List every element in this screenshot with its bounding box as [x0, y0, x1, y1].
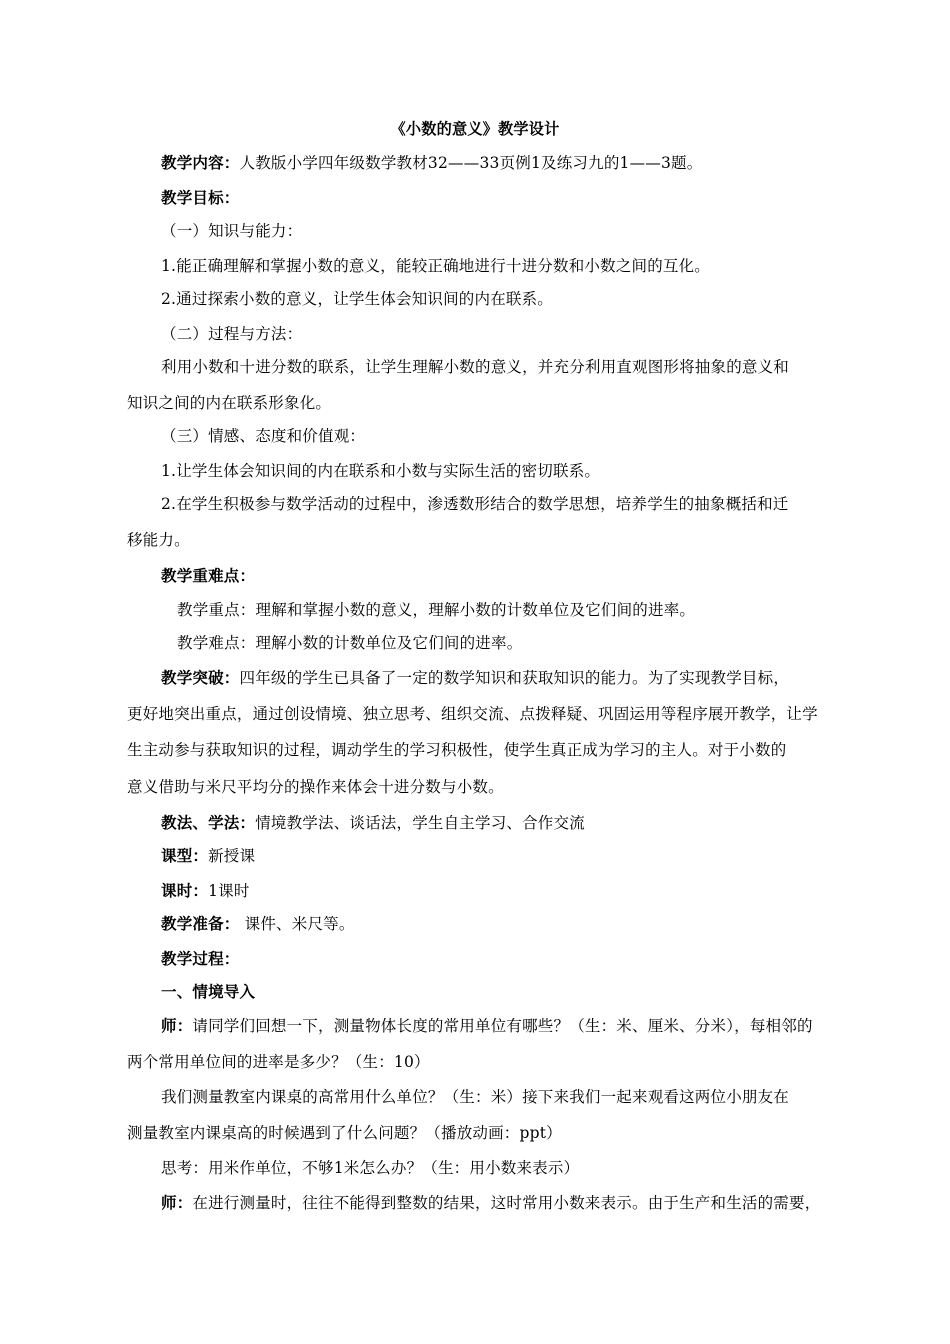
preparation [161, 914, 355, 934]
teaching-content-label: 教学内容： [161, 154, 240, 172]
paragraph-2-line-2: 测量教室内课桌高的时候遇到了什么问题？（播放动画：ppt） [127, 1124, 562, 1142]
process-label: 教学过程： [161, 950, 240, 968]
paragraph-1-line-2: 两个常用单位间的进率是多少？（生：10） [127, 1053, 430, 1071]
objective-2-text-line-2: 知识之间的内在联系形象化。 [127, 394, 332, 412]
lesson-type [161, 846, 255, 866]
methods [161, 813, 585, 833]
teaching-difficulty: 教学难点：理解小数的计数单位及它们间的进率。 [177, 634, 523, 652]
breakthrough-text-1: 四年级的学生已具备了一定的数学知识和获取知识的能力。为了实现教学目标， [239, 669, 790, 687]
breakthrough-line-3: 生主动参与获取知识的过程，调动学生的学习积极性，使学生真正成为学习的主人。对于小数的 [127, 741, 787, 759]
preparation-text: 课件、米尺等。 [239, 915, 355, 933]
lesson-type-text: 新授课 [208, 847, 256, 865]
objective-1-item-1: 1.能正确理解和掌握小数的意义，能较正确地进行十进分数和小数之间的互化。 [161, 257, 710, 275]
objective-3-item-2-line-1: 2.在学生积极参与数学活动的过程中，渗透数形结合的数学思想，培养学生的抽象概括和迁 [161, 495, 789, 513]
objective-3-item-1: 1.让学生体会知识间的内在联系和小数与实际生活的密切联系。 [161, 462, 601, 480]
teacher-label: 师： [161, 1017, 193, 1035]
objective-section-3-heading: （三）情感、态度和价值观： [161, 427, 366, 445]
teaching-content-text: 人教版小学四年级数学教材32——33页例1及练习九的1——3题。 [239, 154, 703, 172]
objective-section-2-heading: （二）过程与方法： [161, 325, 303, 343]
objective-2-text-line-1: 利用小数和十进分数的联系，让学生理解小数的意义，并充分利用直观图形将抽象的意义和 [161, 358, 790, 376]
objectives-label: 教学目标： [161, 189, 240, 207]
class-periods-label: 课时： [161, 882, 209, 900]
teacher-label: 师： [161, 1194, 193, 1212]
objective-section-1-heading: （一）知识与能力： [161, 222, 303, 240]
paragraph-2-line-1: 我们测量教室内课桌的高常用什么单位？（生：米）接下来我们一起来观看这两位小朋友在 [161, 1088, 790, 1106]
paragraph-3: 思考：用米作单位，不够1米怎么办？（生：用小数来表示） [161, 1159, 580, 1177]
paragraph-1-line-1 [161, 1016, 813, 1036]
lesson-type-label: 课型： [161, 847, 209, 865]
breakthrough-line-1 [161, 668, 789, 688]
teaching-focus: 教学重点：理解和掌握小数的意义，理解小数的计数单位及它们间的进率。 [177, 601, 696, 619]
preparation-label: 教学准备： [161, 915, 240, 933]
paragraph-1-text-1: 请同学们回想一下，测量物体长度的常用单位有哪些？（生：米、厘米、分米），每相邻的 [192, 1017, 813, 1035]
class-periods [161, 881, 250, 901]
breakthrough-line-4: 意义借助与米尺平均分的操作来体会十进分数与小数。 [127, 778, 504, 796]
methods-label: 教法、学法： [161, 814, 256, 832]
paragraph-4-line-1 [161, 1193, 820, 1213]
objective-3-item-2-line-2: 移能力。 [127, 531, 190, 549]
breakthrough-label: 教学突破： [161, 669, 240, 687]
methods-text: 情境教学法、谈话法，学生自主学习、合作交流 [255, 814, 585, 832]
section-1-heading: 一、情境导入 [161, 983, 256, 1001]
breakthrough-line-2: 更好地突出重点，通过创设情境、独立思考、组织交流、点拨释疑、巩固运用等程序展开教学，让学 [127, 705, 818, 723]
class-periods-text: 1课时 [208, 882, 250, 900]
key-points-label: 教学重难点： [161, 567, 256, 585]
paragraph-4-text-1: 在进行测量时，往往不能得到整数的结果，这时常用小数来表示。由于生产和生活的需要， [192, 1194, 821, 1212]
teaching-content [161, 153, 702, 173]
document-title: 《小数的意义》教学设计 [390, 120, 560, 138]
objective-1-item-2: 2.通过探索小数的意义，让学生体会知识间的内在联系。 [161, 290, 553, 308]
